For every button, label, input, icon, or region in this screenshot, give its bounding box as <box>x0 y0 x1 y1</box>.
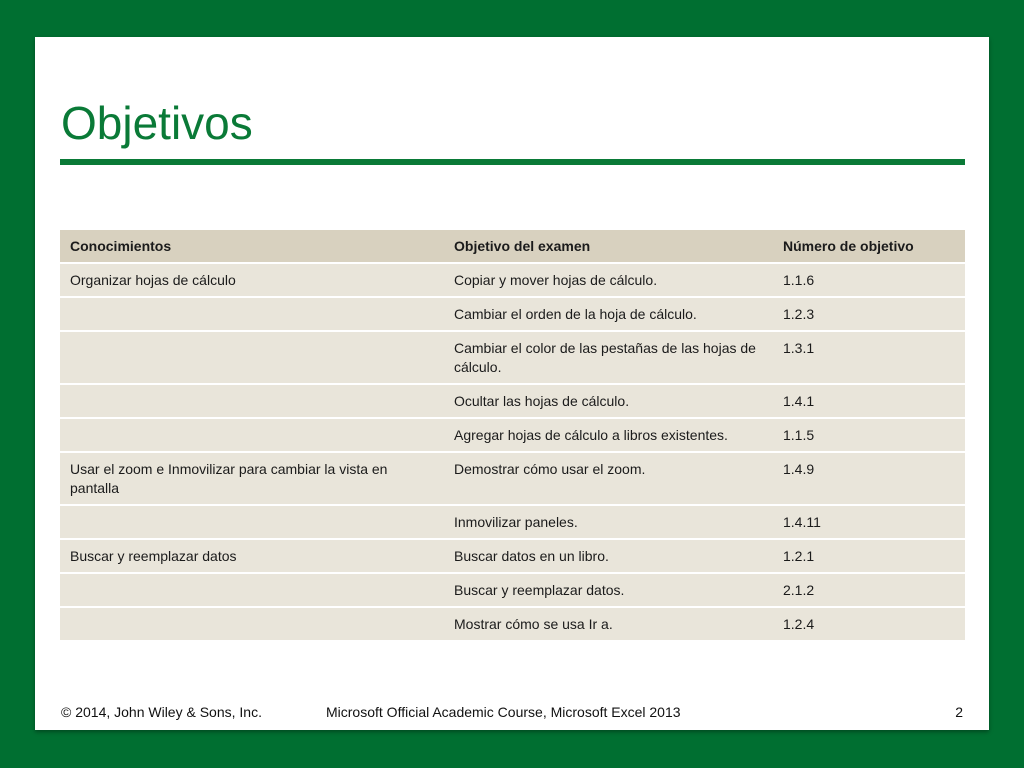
table-header-row <box>60 230 965 263</box>
table-row <box>60 297 965 331</box>
cell-objetivo: Cambiar el color de las pestañas de las hojas de cálculo. <box>444 331 773 384</box>
cell-conocimientos: Buscar y reemplazar datos <box>60 539 444 573</box>
cell-numero: 1.4.9 <box>773 452 965 505</box>
cell-numero: 1.1.6 <box>773 263 965 297</box>
footer-course: Microsoft Official Academic Course, Microsoft Excel 2013 <box>326 704 681 720</box>
table-row <box>60 384 965 418</box>
slide <box>35 37 989 730</box>
table-row <box>60 505 965 539</box>
cell-objetivo: Buscar datos en un libro. <box>444 539 773 573</box>
header-numero: Número de objetivo <box>773 230 965 263</box>
table-row <box>60 452 965 505</box>
slide-title: Objetivos <box>61 97 253 149</box>
footer-page-number: 2 <box>955 704 963 720</box>
footer-copyright: © 2014, John Wiley & Sons, Inc. <box>61 704 262 720</box>
cell-objetivo: Ocultar las hojas de cálculo. <box>444 384 773 418</box>
cell-numero: 1.2.3 <box>773 297 965 331</box>
cell-conocimientos: Usar el zoom e Inmovilizar para cambiar la vista en pantalla <box>60 452 444 505</box>
cell-objetivo: Buscar y reemplazar datos. <box>444 573 773 607</box>
cell-objetivo: Demostrar cómo usar el zoom. <box>444 452 773 505</box>
cell-conocimientos <box>60 384 444 418</box>
cell-objetivo: Agregar hojas de cálculo a libros existentes. <box>444 418 773 452</box>
header-objetivo: Objetivo del examen <box>444 230 773 263</box>
cell-objetivo: Mostrar cómo se usa Ir a. <box>444 607 773 640</box>
cell-conocimientos <box>60 573 444 607</box>
table-row <box>60 331 965 384</box>
cell-numero: 1.3.1 <box>773 331 965 384</box>
cell-numero: 1.2.4 <box>773 607 965 640</box>
cell-objetivo: Copiar y mover hojas de cálculo. <box>444 263 773 297</box>
table-row <box>60 607 965 640</box>
cell-numero: 2.1.2 <box>773 573 965 607</box>
cell-conocimientos <box>60 418 444 452</box>
table-row <box>60 418 965 452</box>
cell-numero: 1.4.11 <box>773 505 965 539</box>
table-row <box>60 263 965 297</box>
header-conocimientos: Conocimientos <box>60 230 444 263</box>
cell-conocimientos <box>60 331 444 384</box>
objectives-table <box>60 230 965 640</box>
cell-objetivo: Cambiar el orden de la hoja de cálculo. <box>444 297 773 331</box>
cell-numero: 1.2.1 <box>773 539 965 573</box>
table-row <box>60 539 965 573</box>
cell-conocimientos <box>60 297 444 331</box>
title-underline <box>60 159 965 165</box>
cell-numero: 1.1.5 <box>773 418 965 452</box>
cell-conocimientos <box>60 607 444 640</box>
table-row <box>60 573 965 607</box>
cell-objetivo: Inmovilizar paneles. <box>444 505 773 539</box>
cell-numero: 1.4.1 <box>773 384 965 418</box>
cell-conocimientos: Organizar hojas de cálculo <box>60 263 444 297</box>
cell-conocimientos <box>60 505 444 539</box>
